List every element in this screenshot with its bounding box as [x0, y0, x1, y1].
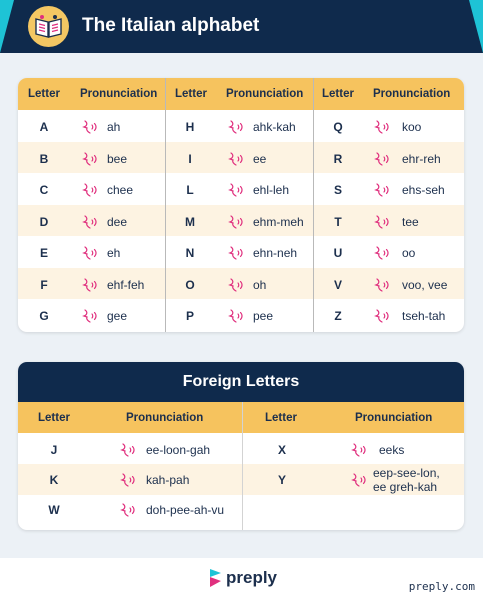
- column-header-pronunciation: Pronunciation: [126, 412, 204, 424]
- letter-z: Z: [334, 309, 342, 323]
- letter-l: L: [186, 183, 194, 197]
- pronunciation: kah-pah: [146, 473, 190, 487]
- letter-i: I: [188, 151, 192, 166]
- sound-icon: [228, 120, 244, 134]
- column-divider: [242, 402, 243, 530]
- pronunciation: doh-pee-ah-vu: [146, 503, 225, 517]
- column-divider: [165, 78, 166, 332]
- column-header-pronunciation: Pronunciation: [373, 88, 451, 100]
- sound-icon: [374, 278, 390, 292]
- pronunciation: ehm-meh: [253, 214, 304, 229]
- column-header-letter: Letter: [322, 88, 354, 100]
- sound-icon: [228, 215, 244, 229]
- letter-q: Q: [333, 120, 343, 134]
- letter-s: S: [333, 183, 342, 197]
- foreign-table-header: [18, 402, 464, 433]
- letter-r: R: [333, 151, 343, 166]
- sound-icon: [82, 152, 98, 166]
- column-header-pronunciation: Pronunciation: [226, 88, 304, 100]
- sound-icon: [351, 473, 367, 487]
- sound-icon: [82, 215, 98, 229]
- sound-icon: [228, 246, 244, 260]
- letter-x: X: [277, 443, 286, 457]
- letter-h: H: [185, 120, 195, 134]
- pronunciation: bee: [107, 151, 128, 166]
- sound-icon: [82, 246, 98, 260]
- sound-icon: [374, 183, 390, 197]
- pronunciation: dee: [107, 214, 128, 229]
- sound-icon: [374, 152, 390, 166]
- sound-icon: [228, 183, 244, 197]
- foreign-letters-table: [18, 362, 464, 530]
- letter-o: O: [185, 277, 195, 292]
- column-header-letter: Letter: [38, 412, 70, 424]
- letter-c: C: [39, 183, 49, 197]
- pronunciation: gee: [107, 309, 128, 323]
- alphabet-table: [18, 78, 464, 332]
- sound-icon: [120, 473, 136, 487]
- sound-icon: [82, 120, 98, 134]
- letter-g: G: [39, 309, 49, 323]
- watermark: preply.com: [408, 580, 475, 593]
- header-accent-left: [0, 0, 14, 53]
- letter-f: F: [40, 277, 48, 292]
- header-banner: [0, 0, 483, 53]
- sound-icon: [82, 278, 98, 292]
- sound-icon: [120, 443, 136, 457]
- letter-a: A: [39, 120, 49, 134]
- pronunciation: koo: [402, 120, 422, 134]
- column-header-letter: Letter: [28, 88, 60, 100]
- letter-m: M: [185, 214, 195, 229]
- pronunciation-line-2: ee greh-kah: [373, 480, 438, 494]
- pronunciation: ahk-kah: [253, 120, 296, 134]
- letter-u: U: [333, 246, 343, 260]
- pronunciation: ee-loon-gah: [146, 443, 211, 457]
- sound-icon: [120, 503, 136, 517]
- sound-icon: [228, 309, 244, 323]
- letter-n: N: [185, 246, 195, 260]
- letter-k: K: [49, 473, 59, 487]
- letter-e: E: [39, 246, 48, 260]
- pronunciation: ehf-feh: [107, 277, 145, 292]
- pronunciation: ehl-leh: [253, 183, 290, 197]
- pronunciation: oh: [253, 277, 267, 292]
- column-header-pronunciation: Pronunciation: [355, 412, 433, 424]
- letter-t: T: [334, 214, 342, 229]
- column-divider: [313, 78, 314, 332]
- column-header-pronunciation: Pronunciation: [80, 88, 158, 100]
- page-title: The Italian alphabet: [82, 15, 260, 36]
- letter-v: V: [333, 277, 342, 292]
- letter-y: Y: [277, 473, 286, 487]
- foreign-letters-title: Foreign Letters: [182, 373, 300, 390]
- sound-icon: [228, 152, 244, 166]
- foreign-letters-title-bar: [18, 362, 464, 402]
- pronunciation: tee: [402, 214, 419, 229]
- letter-j: J: [50, 443, 58, 457]
- column-header-letter: Letter: [175, 88, 207, 100]
- sound-icon: [374, 215, 390, 229]
- sound-icon: [374, 309, 390, 323]
- pronunciation: ehr-reh: [402, 151, 441, 166]
- letter-w: W: [48, 503, 60, 517]
- pronunciation: ehn-neh: [253, 246, 298, 260]
- sound-icon: [82, 183, 98, 197]
- pronunciation: voo, vee: [402, 277, 448, 292]
- sound-icon: [374, 246, 390, 260]
- sound-icon: [228, 278, 244, 292]
- pronunciation: ee: [253, 151, 267, 166]
- pronunciation: pee: [253, 309, 274, 323]
- pronunciation: eeks: [379, 443, 405, 457]
- preply-logo-icon: [209, 568, 223, 588]
- pronunciation-line-1: eep-see-lon,: [373, 466, 440, 480]
- sound-icon: [374, 120, 390, 134]
- pronunciation: eh: [107, 246, 121, 260]
- alphabet-table-header: [18, 78, 464, 110]
- pronunciation: tseh-tah: [402, 309, 446, 323]
- pronunciation: ehs-seh: [402, 183, 445, 197]
- header-accent-right: [469, 0, 483, 53]
- pronunciation: chee: [107, 183, 134, 197]
- sound-icon: [351, 443, 367, 457]
- book-icon: [28, 6, 69, 47]
- pronunciation: oo: [402, 246, 416, 260]
- column-header-letter: Letter: [265, 412, 297, 424]
- brand-name: preply: [226, 568, 278, 587]
- sound-icon: [82, 309, 98, 323]
- letter-b: B: [39, 151, 49, 166]
- letter-d: D: [39, 214, 49, 229]
- letter-p: P: [185, 309, 194, 323]
- pronunciation: ah: [107, 120, 121, 134]
